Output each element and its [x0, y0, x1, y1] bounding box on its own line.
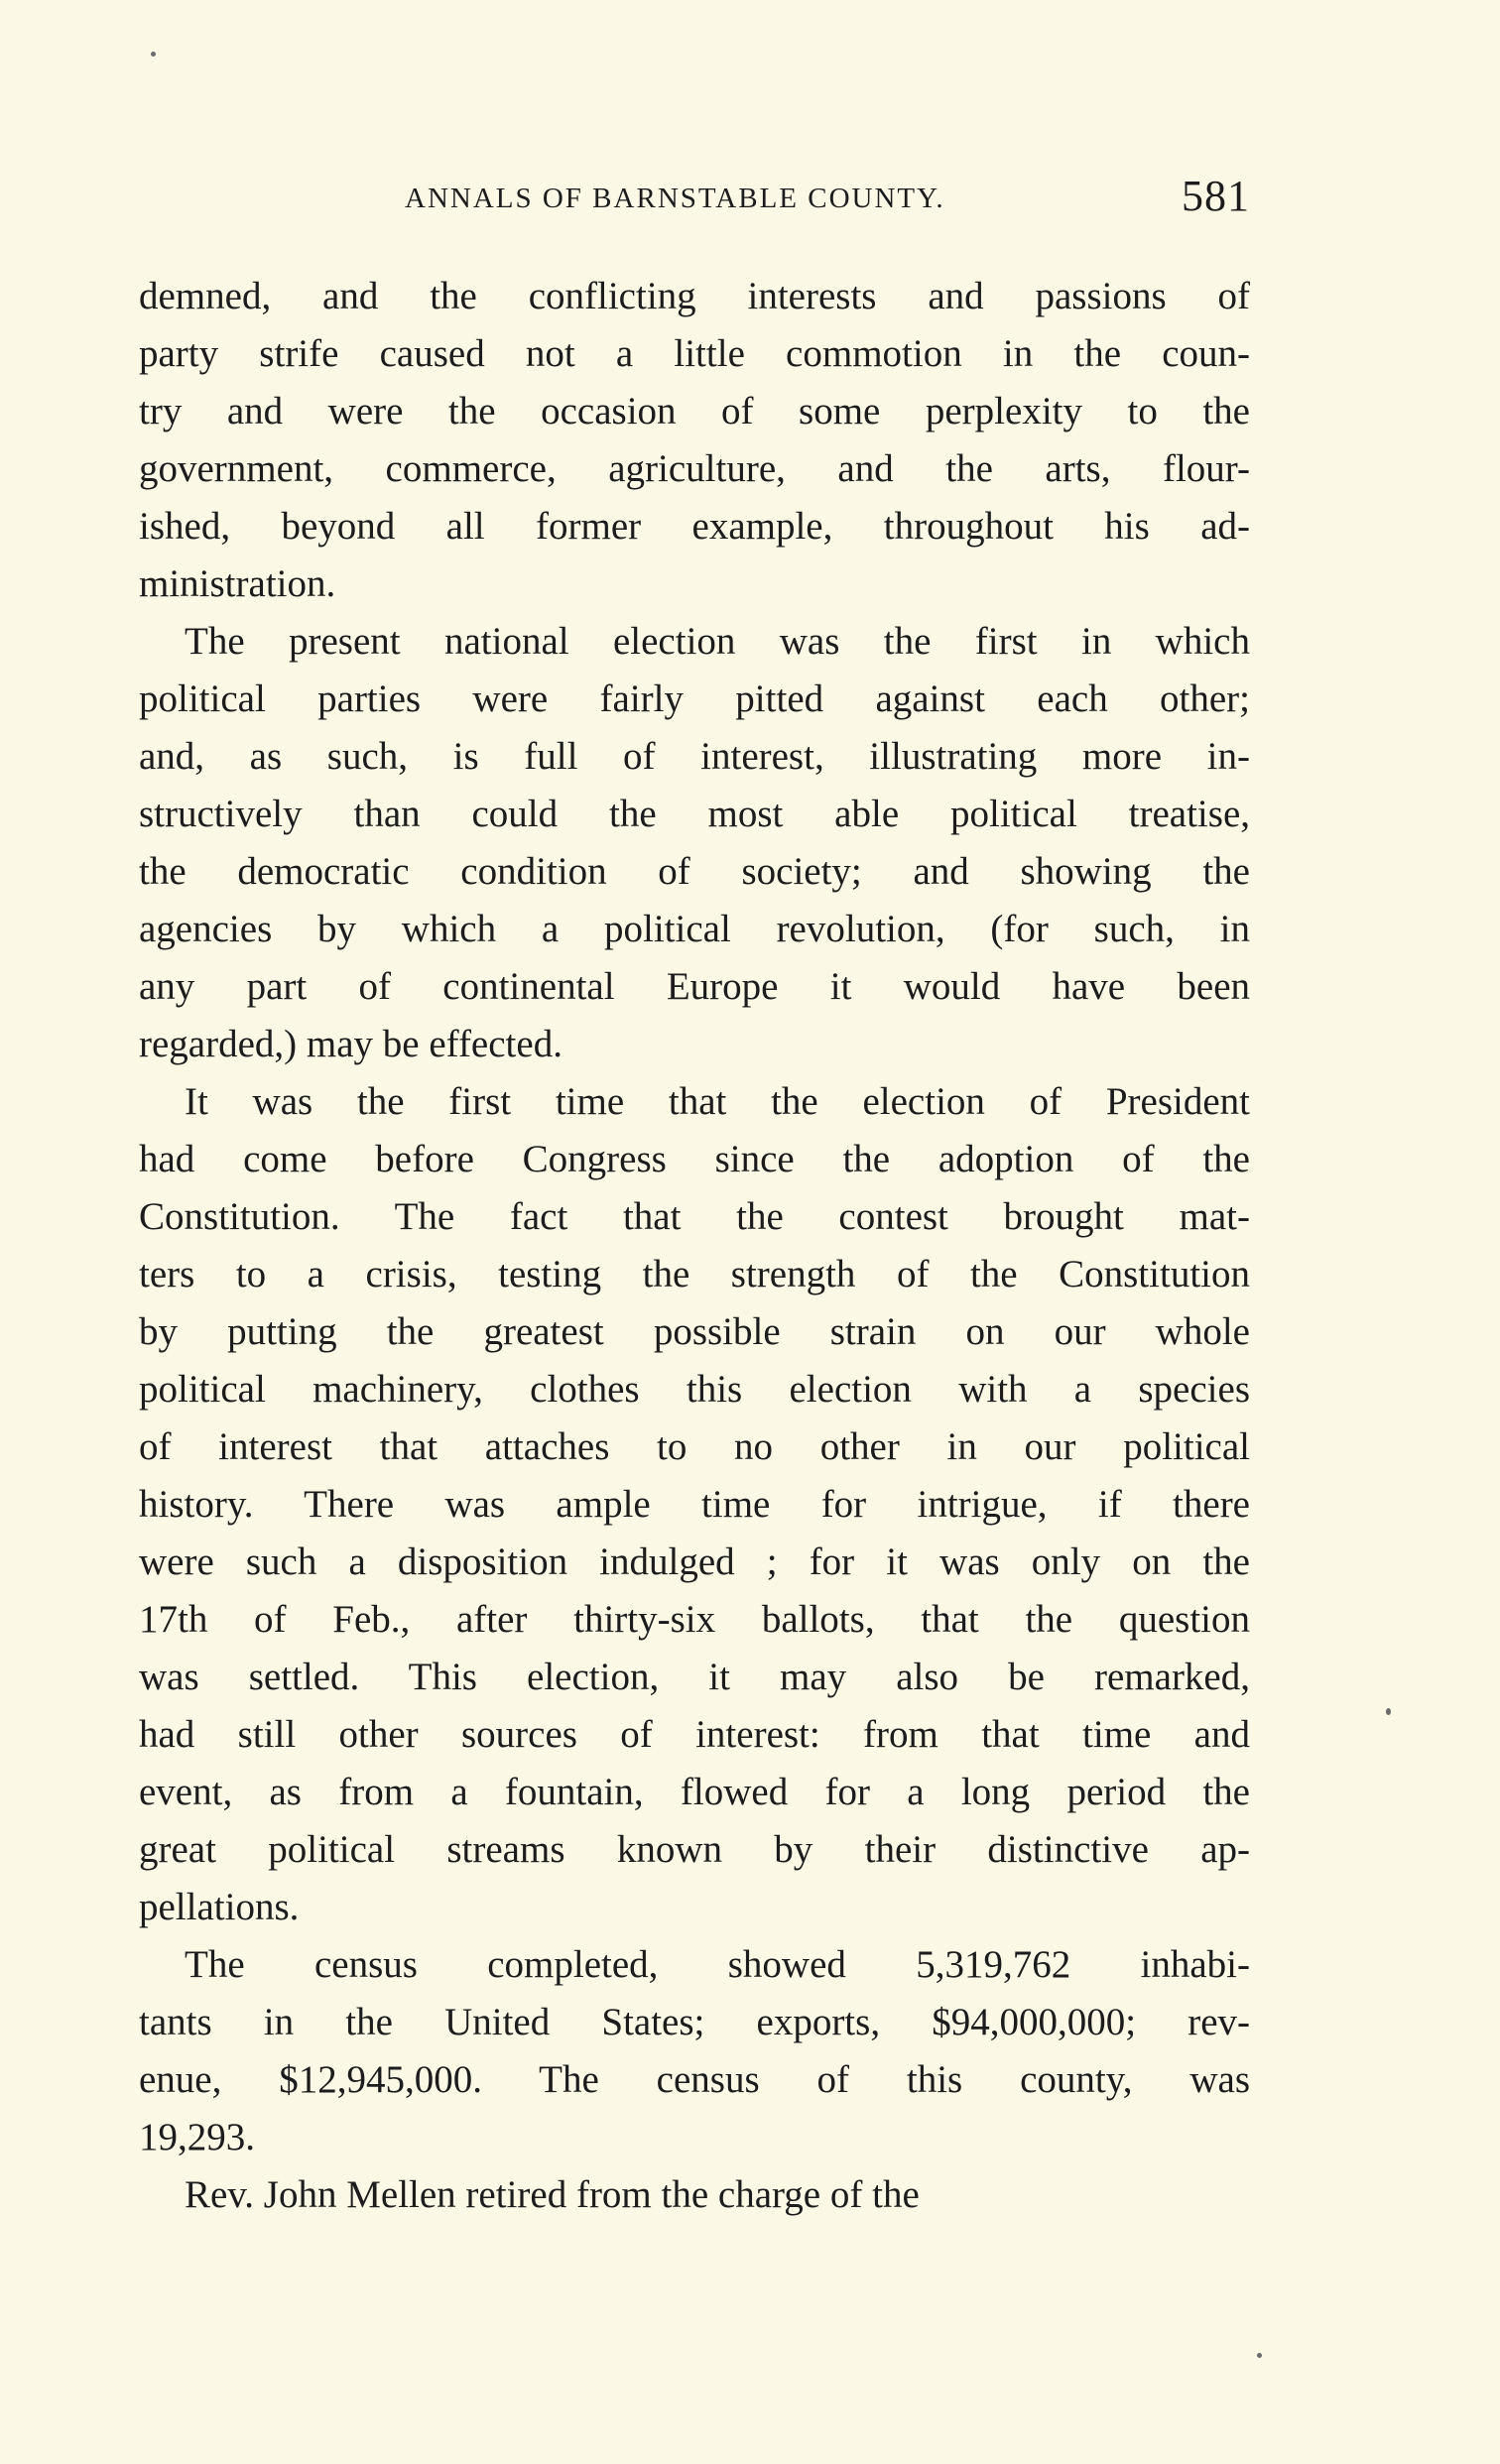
text-line: demned, and the conflicting interests and passions of — [139, 275, 1250, 317]
text-line: any part of continental Europe it would have been — [139, 965, 1250, 1008]
text-line: of interest that attaches to no other in our political — [139, 1425, 1250, 1468]
text-line: event, as from a fountain, flowed for a long period the — [139, 1771, 1250, 1813]
text-line: political machinery, clothes this election with a species — [139, 1368, 1250, 1411]
text-line: regarded,) may be effected. — [139, 1023, 562, 1065]
text-line: The census completed, showed 5,319,762 inhabi- — [185, 1943, 1250, 1986]
text-line: try and were the occasion of some perplexity to the — [139, 390, 1250, 432]
page-header — [139, 171, 1250, 230]
text-line: ters to a crisis, testing the strength of the Constitution — [139, 1253, 1250, 1295]
text-line: were such a disposition indulged ; for it was only on the — [139, 1540, 1250, 1583]
ink-speck — [1386, 1708, 1391, 1715]
text-line: party strife caused not a little commotion in the coun- — [139, 332, 1250, 375]
ink-speck — [151, 52, 156, 57]
text-line: 19,293. — [139, 2116, 255, 2158]
text-line: the democratic condition of society; and showing the — [139, 850, 1250, 893]
text-line: The present national election was the first in which — [185, 620, 1250, 663]
text-line: and, as such, is full of interest, illustrating more in- — [139, 735, 1250, 778]
text-line: by putting the greatest possible strain on our whole — [139, 1310, 1250, 1353]
text-line: ministration. — [139, 562, 336, 605]
text-line: enue, $12,945,000. The census of this county, was — [139, 2058, 1250, 2101]
text-line: 17th of Feb., after thirty-six ballots, that the question — [139, 1598, 1250, 1641]
text-line: history. There was ample time for intrigue, if there — [139, 1483, 1250, 1526]
page-number: 581 — [1182, 172, 1250, 220]
text-line: Rev. John Mellen retired from the charge of the — [185, 2173, 920, 2216]
ink-speck — [1257, 2353, 1262, 2358]
text-line: had come before Congress since the adoption of the — [139, 1138, 1250, 1180]
text-line: had still other sources of interest: from that time and — [139, 1713, 1250, 1756]
text-line: great political streams known by their distinctive ap- — [139, 1828, 1250, 1871]
running-head: ANNALS OF BARNSTABLE COUNTY. — [405, 183, 945, 214]
text-line: ished, beyond all former example, throughout his ad- — [139, 505, 1250, 548]
text-line: was settled. This election, it may also be remarked, — [139, 1656, 1250, 1698]
text-line: pellations. — [139, 1886, 300, 1928]
text-line: political parties were fairly pitted against each other; — [139, 678, 1250, 720]
text-line: It was the first time that the election of President — [185, 1080, 1250, 1123]
text-line: government, commerce, agriculture, and the arts, flour- — [139, 447, 1250, 490]
text-line: Constitution. The fact that the contest brought mat- — [139, 1195, 1250, 1238]
text-line: structively than could the most able political treatise, — [139, 793, 1250, 835]
text-line: agencies by which a political revolution, (for such, in — [139, 908, 1250, 950]
text-line: tants in the United States; exports, $94,000,000; rev- — [139, 2001, 1250, 2043]
